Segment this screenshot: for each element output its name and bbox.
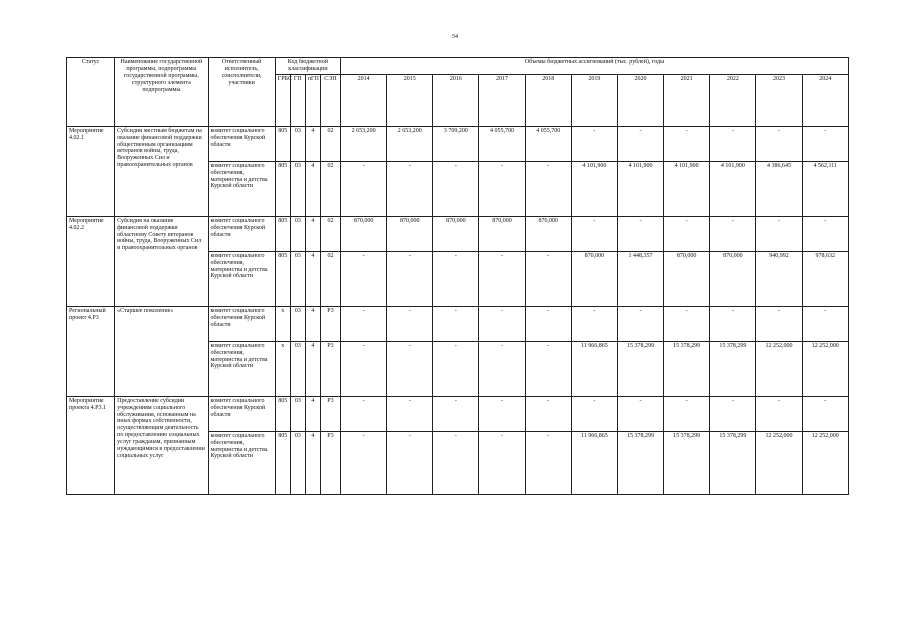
page-number: 54: [452, 34, 458, 40]
cell-value: 870,000: [340, 216, 386, 251]
cell-pgp: 4: [305, 251, 320, 306]
cell-value: 15 378,299: [617, 341, 663, 396]
cell-value: -: [479, 161, 525, 216]
cell-value: -: [756, 396, 802, 431]
cell-sep: 02: [320, 126, 340, 161]
cell-value: 15 378,299: [664, 341, 710, 396]
header-year: 2015: [387, 74, 433, 126]
cell-grbs: 805: [275, 216, 290, 251]
cell-value: -: [710, 306, 756, 341]
cell-value: -: [525, 161, 571, 216]
header-year: 2017: [479, 74, 525, 126]
cell-sep: P3: [320, 306, 340, 341]
table-row: [67, 126, 849, 161]
cell-value: 11 966,865: [571, 341, 617, 396]
cell-grbs: 805: [275, 126, 290, 161]
cell-pgp: 4: [305, 126, 320, 161]
row-responsible: комитет социального обеспечения, материнства и детства Курской области: [208, 251, 275, 306]
header-year: 2024: [802, 74, 848, 126]
header-year: 2019: [571, 74, 617, 126]
header-pgp: пГП: [305, 74, 320, 126]
cell-value: -: [617, 216, 663, 251]
cell-value: -: [664, 216, 710, 251]
cell-pgp: 4: [305, 306, 320, 341]
row-status: Мероприятие 4.02.2: [67, 216, 115, 306]
cell-grbs: 805: [275, 251, 290, 306]
cell-value: 4 101,900: [617, 161, 663, 216]
cell-gp: 03: [290, 126, 305, 161]
cell-value: 940,992: [756, 251, 802, 306]
cell-sep: 02: [320, 216, 340, 251]
cell-value: -: [664, 306, 710, 341]
cell-value: -: [433, 306, 479, 341]
cell-value: -: [387, 306, 433, 341]
cell-value: -: [756, 306, 802, 341]
cell-value: -: [802, 306, 848, 341]
cell-value: -: [525, 341, 571, 396]
cell-value: -: [571, 216, 617, 251]
row-name: Субсидии местным бюджетам на оказание финансовой поддержки общественным организациям ветеранов войны, труда, Вооруженных Сил и правоохранительных органов: [115, 126, 208, 216]
cell-value: -: [710, 396, 756, 431]
cell-grbs: х: [275, 341, 290, 396]
row-name: Предоставление субсидии учреждениям социального обслуживания, основанным на иных формах собственности, осуществляющим деятельность по предоставлению социальных услуг гражданам, признанным нуждающимися в предоставлении социальных услуг: [115, 396, 208, 494]
row-name: Субсидия на оказание финансовой поддержки областному Совету ветеранов войны, труда, Вооруженных Сил и правоохранительных органов: [115, 216, 208, 306]
cell-value: -: [340, 251, 386, 306]
cell-value: 870,000: [710, 251, 756, 306]
cell-value: -: [525, 306, 571, 341]
table-row: [67, 396, 849, 431]
row-status: Региональный проект 4.P3: [67, 306, 115, 396]
header-budget-volume: Объемы бюджетных ассигнований (тыс. рублей), годы: [340, 58, 848, 75]
cell-value: 12 252,000: [756, 341, 802, 396]
row-status: Мероприятие 4.02.1: [67, 126, 115, 216]
row-status: Мероприятие проекта 4.P3.1: [67, 396, 115, 494]
header-gp: ГП: [290, 74, 305, 126]
cell-value: -: [479, 306, 525, 341]
cell-value: 4 055,700: [525, 126, 571, 161]
cell-value: -: [802, 216, 848, 251]
cell-value: 870,000: [387, 216, 433, 251]
cell-value: -: [571, 126, 617, 161]
cell-value: -: [525, 396, 571, 431]
cell-value: 870,000: [664, 251, 710, 306]
cell-value: -: [710, 126, 756, 161]
cell-value: -: [571, 306, 617, 341]
header-year: 2020: [617, 74, 663, 126]
cell-value: 4 101,900: [664, 161, 710, 216]
cell-value: 15 378,299: [710, 431, 756, 494]
header-status: Статус: [67, 58, 115, 127]
cell-value: 4 101,900: [571, 161, 617, 216]
cell-value: 4 101,900: [710, 161, 756, 216]
header-year: 2021: [664, 74, 710, 126]
cell-gp: 03: [290, 306, 305, 341]
cell-sep: P3: [320, 431, 340, 494]
cell-value: 3 709,200: [433, 126, 479, 161]
cell-pgp: 4: [305, 216, 320, 251]
row-name: «Старшее поколение»: [115, 306, 208, 396]
cell-value: -: [802, 126, 848, 161]
cell-pgp: 4: [305, 396, 320, 431]
cell-value: -: [433, 161, 479, 216]
cell-value: 15 378,299: [664, 431, 710, 494]
cell-gp: 03: [290, 251, 305, 306]
table-row: [67, 216, 849, 251]
row-responsible: комитет социального обеспечения Курской области: [208, 396, 275, 431]
cell-value: 870,000: [525, 216, 571, 251]
cell-value: -: [479, 251, 525, 306]
cell-value: -: [433, 396, 479, 431]
cell-value: 4 055,700: [479, 126, 525, 161]
cell-value: 978,632: [802, 251, 848, 306]
cell-pgp: 4: [305, 431, 320, 494]
cell-value: -: [664, 126, 710, 161]
cell-value: -: [479, 431, 525, 494]
cell-value: 15 378,299: [710, 341, 756, 396]
cell-grbs: 805: [275, 161, 290, 216]
cell-value: 4 386,645: [756, 161, 802, 216]
cell-value: -: [571, 396, 617, 431]
cell-value: 15 378,299: [617, 431, 663, 494]
header-grbs: ГРБС: [275, 74, 290, 126]
cell-value: -: [525, 431, 571, 494]
row-responsible: комитет социального обеспечения Курской области: [208, 306, 275, 341]
cell-grbs: 805: [275, 431, 290, 494]
cell-value: -: [479, 341, 525, 396]
header-year: 2018: [525, 74, 571, 126]
cell-value: -: [387, 431, 433, 494]
cell-value: -: [756, 126, 802, 161]
cell-value: 870,000: [433, 216, 479, 251]
cell-value: -: [340, 306, 386, 341]
cell-sep: P3: [320, 396, 340, 431]
row-responsible: комитет социального обеспечения Курской области: [208, 126, 275, 161]
cell-value: 4 562,111: [802, 161, 848, 216]
cell-value: -: [802, 396, 848, 431]
header-year: 2023: [756, 74, 802, 126]
cell-value: -: [479, 396, 525, 431]
cell-sep: 02: [320, 161, 340, 216]
cell-pgp: 4: [305, 341, 320, 396]
cell-value: -: [387, 341, 433, 396]
cell-value: -: [617, 126, 663, 161]
cell-gp: 03: [290, 161, 305, 216]
cell-value: -: [525, 251, 571, 306]
row-responsible: комитет социального обеспечения, материнства и детства Курской области: [208, 161, 275, 216]
cell-gp: 03: [290, 341, 305, 396]
cell-value: 12 252,000: [756, 431, 802, 494]
cell-value: -: [617, 306, 663, 341]
cell-value: 870,000: [479, 216, 525, 251]
cell-grbs: 805: [275, 396, 290, 431]
cell-gp: 03: [290, 216, 305, 251]
cell-value: 2 653,200: [387, 126, 433, 161]
cell-value: -: [387, 251, 433, 306]
header-year: 2014: [340, 74, 386, 126]
row-responsible: комитет социального обеспечения Курской области: [208, 216, 275, 251]
header-year: 2022: [710, 74, 756, 126]
table-header: [67, 58, 849, 127]
header-responsible: Ответственный исполнитель, соисполнители, участники: [208, 58, 275, 127]
cell-value: -: [340, 396, 386, 431]
cell-value: -: [340, 431, 386, 494]
cell-value: -: [387, 396, 433, 431]
header-budget-code: Код бюджетной классификации: [275, 58, 340, 75]
header-sep: СЭП: [320, 74, 340, 126]
cell-value: -: [756, 216, 802, 251]
cell-value: 11 966,865: [571, 431, 617, 494]
cell-gp: 03: [290, 396, 305, 431]
cell-value: -: [664, 396, 710, 431]
cell-value: 1 448,357: [617, 251, 663, 306]
header-year: 2016: [433, 74, 479, 126]
cell-sep: 02: [320, 251, 340, 306]
row-responsible: комитет социального обеспечения, материнства и детства Курской области: [208, 431, 275, 494]
cell-value: -: [340, 341, 386, 396]
cell-value: -: [433, 251, 479, 306]
cell-value: -: [617, 396, 663, 431]
cell-grbs: х: [275, 306, 290, 341]
cell-pgp: 4: [305, 161, 320, 216]
budget-table: [66, 57, 849, 495]
cell-value: 12 252,000: [802, 341, 848, 396]
cell-value: -: [710, 216, 756, 251]
cell-gp: 03: [290, 431, 305, 494]
cell-sep: P3: [320, 341, 340, 396]
table-row: [67, 306, 849, 341]
row-responsible: комитет социального обеспечения, материнства и детства Курской области: [208, 341, 275, 396]
header-name: Наименование государственной программы, подпрограммы государственной программы, структурного элемента подпрограммы: [115, 58, 208, 127]
cell-value: -: [340, 161, 386, 216]
cell-value: 12 252,000: [802, 431, 848, 494]
cell-value: -: [433, 431, 479, 494]
cell-value: 2 653,200: [340, 126, 386, 161]
cell-value: 870,000: [571, 251, 617, 306]
cell-value: -: [387, 161, 433, 216]
cell-value: -: [433, 341, 479, 396]
